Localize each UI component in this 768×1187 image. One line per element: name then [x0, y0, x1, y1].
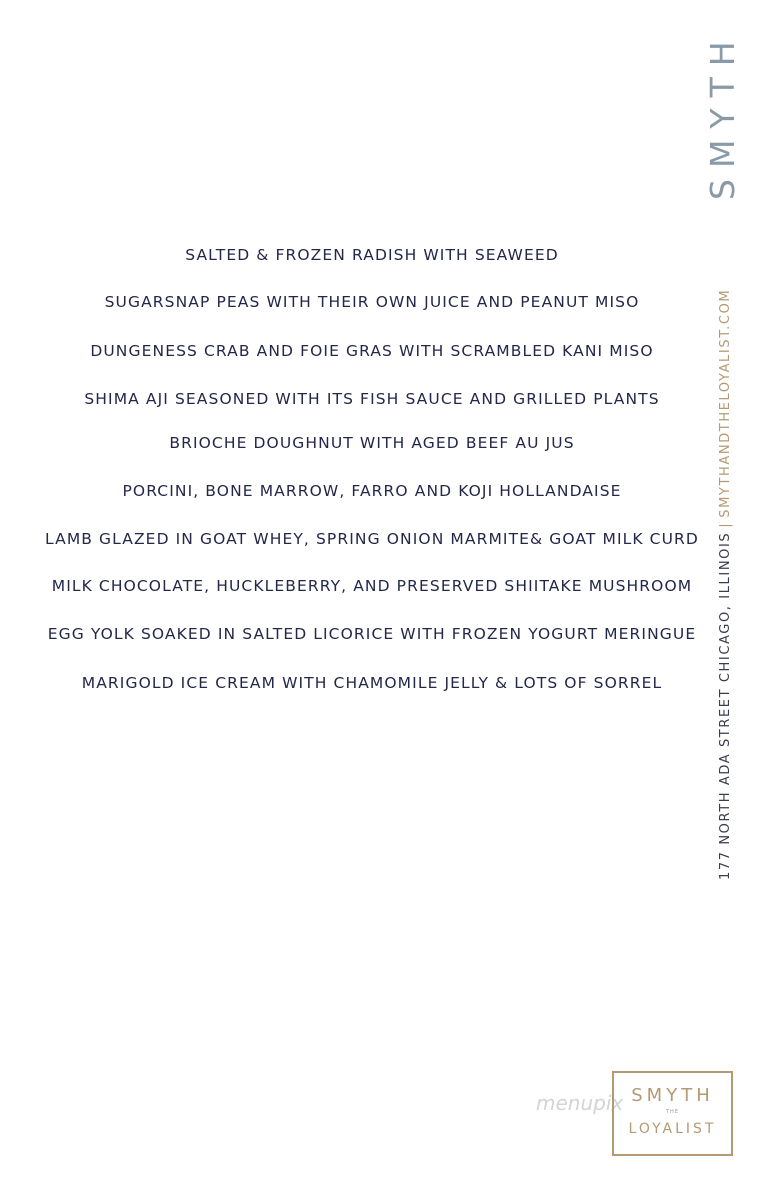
logo-bottom-text: LOYALIST: [628, 1121, 717, 1137]
separator: |: [718, 521, 733, 528]
menu-item: BRIOCHE DOUGHNUT WITH AGED BEEF AU JUS: [169, 434, 575, 452]
website-link[interactable]: SMYTHANDTHELOYALIST.COM: [718, 288, 733, 518]
menu-item: MILK CHOCOLATE, HUCKLEBERRY, AND PRESERVED SHIITAKE MUSHROOM: [51, 577, 693, 595]
menu-item: SALTED & FROZEN RADISH WITH SEAWEED: [185, 246, 559, 264]
menu-item: EGG YOLK SOAKED IN SALTED LICORICE WITH FROZEN YOGURT MERINGUE: [47, 625, 697, 643]
menu-item: SUGARSNAP PEAS WITH THEIR OWN JUICE AND PEANUT MISO: [104, 293, 640, 311]
logo-middle-text: THE: [666, 1109, 679, 1115]
watermark: menupix: [536, 1091, 624, 1115]
menu-item: SHIMA AJI SEASONED WITH ITS FISH SAUCE AND GRILLED PLANTS: [84, 390, 660, 408]
brand-wordmark-vertical: SMYTH: [703, 30, 742, 200]
address-text: 177 NORTH ADA STREET CHICAGO, ILLINOIS: [718, 531, 733, 880]
logo-top-text: SMYTH: [631, 1085, 714, 1106]
menu-item: DUNGENESS CRAB AND FOIE GRAS WITH SCRAMBLED KANI MISO: [90, 342, 654, 360]
restaurant-logo: [612, 1071, 733, 1156]
menu-item: PORCINI, BONE MARROW, FARRO AND KOJI HOLLANDAISE: [122, 482, 622, 500]
menu-item: LAMB GLAZED IN GOAT WHEY, SPRING ONION MARMITE& GOAT MILK CURD: [45, 530, 699, 548]
contact-line-vertical: [717, 215, 735, 880]
menu-item: MARIGOLD ICE CREAM WITH CHAMOMILE JELLY & LOTS OF SORREL: [81, 674, 663, 692]
